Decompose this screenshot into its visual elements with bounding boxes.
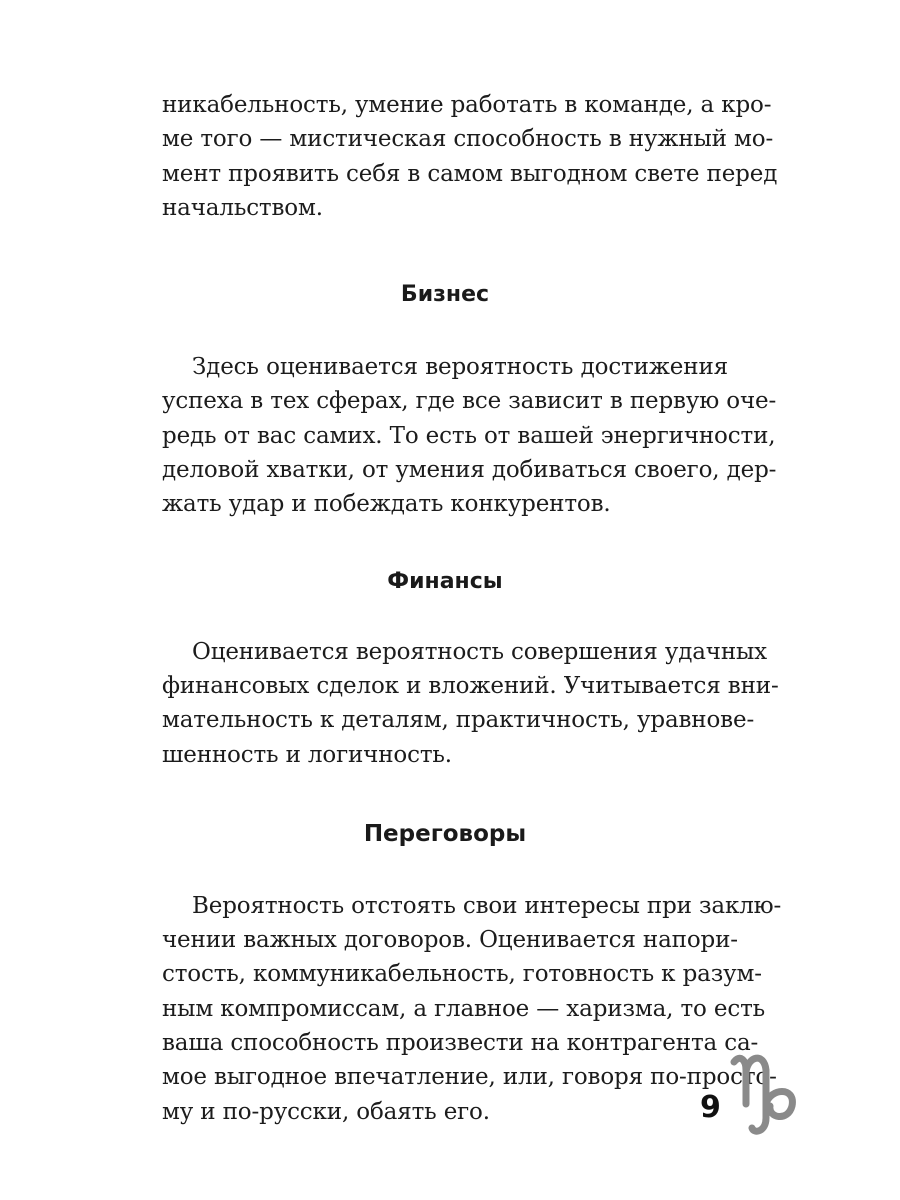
business-paragraph [162,350,777,521]
text-line: мательность к деталям, практичность, уравнове- [162,707,755,734]
text-line: му и по-русски, обаять его. [162,1098,490,1125]
text-line: начальством. [162,194,323,221]
page-number: 9 [700,1090,721,1125]
text-line: мент проявить себя в самом выгодном свете перед [162,160,778,187]
finance-heading: Финансы [387,568,503,594]
text-line: мое выгодное впечатление, или, говоря по-просто- [162,1064,777,1091]
text-line: финансовых сделок и вложений. Учитывается вни- [162,672,779,699]
negotiations-paragraph [162,889,782,1129]
capricorn-sign-icon [730,1048,800,1138]
page-body [162,88,782,1129]
text-line: стость, коммуникабельность, готовность к разум- [162,961,762,988]
business-heading: Бизнес [400,282,490,308]
text-line: шенность и логичность. [162,741,452,768]
text-line: никабельность, умение работать в команде, а кро- [162,92,772,118]
text-line: редь от вас самих. То есть от вашей энергичности, [162,422,776,449]
text-line: успеха в тех сферах, где все зависит в первую оче- [162,388,777,415]
text-line: ме того — мистическая способность в нужный мо- [162,126,774,153]
text-line: чении важных договоров. Оценивается напори- [162,927,738,954]
text-line: Оценивается вероятность совершения удачных [192,638,768,665]
text-line: ным компромиссам, а главное — харизма, то есть [162,995,766,1022]
text-line: Вероятность отстоять свои интересы при заклю- [192,892,782,919]
text-line: жать удар и побеждать конкурентов. [162,491,611,518]
text-line: Здесь оценивается вероятность достижения [192,354,728,381]
finance-paragraph [162,635,779,772]
intro-paragraph [162,88,778,225]
text-line: ваша способность произвести на контрагента са- [162,1030,759,1057]
capricorn-glyph [734,1058,792,1131]
text-line: деловой хватки, от умения добиваться своего, дер- [162,457,777,484]
negotiations-heading: Переговоры [363,820,527,847]
